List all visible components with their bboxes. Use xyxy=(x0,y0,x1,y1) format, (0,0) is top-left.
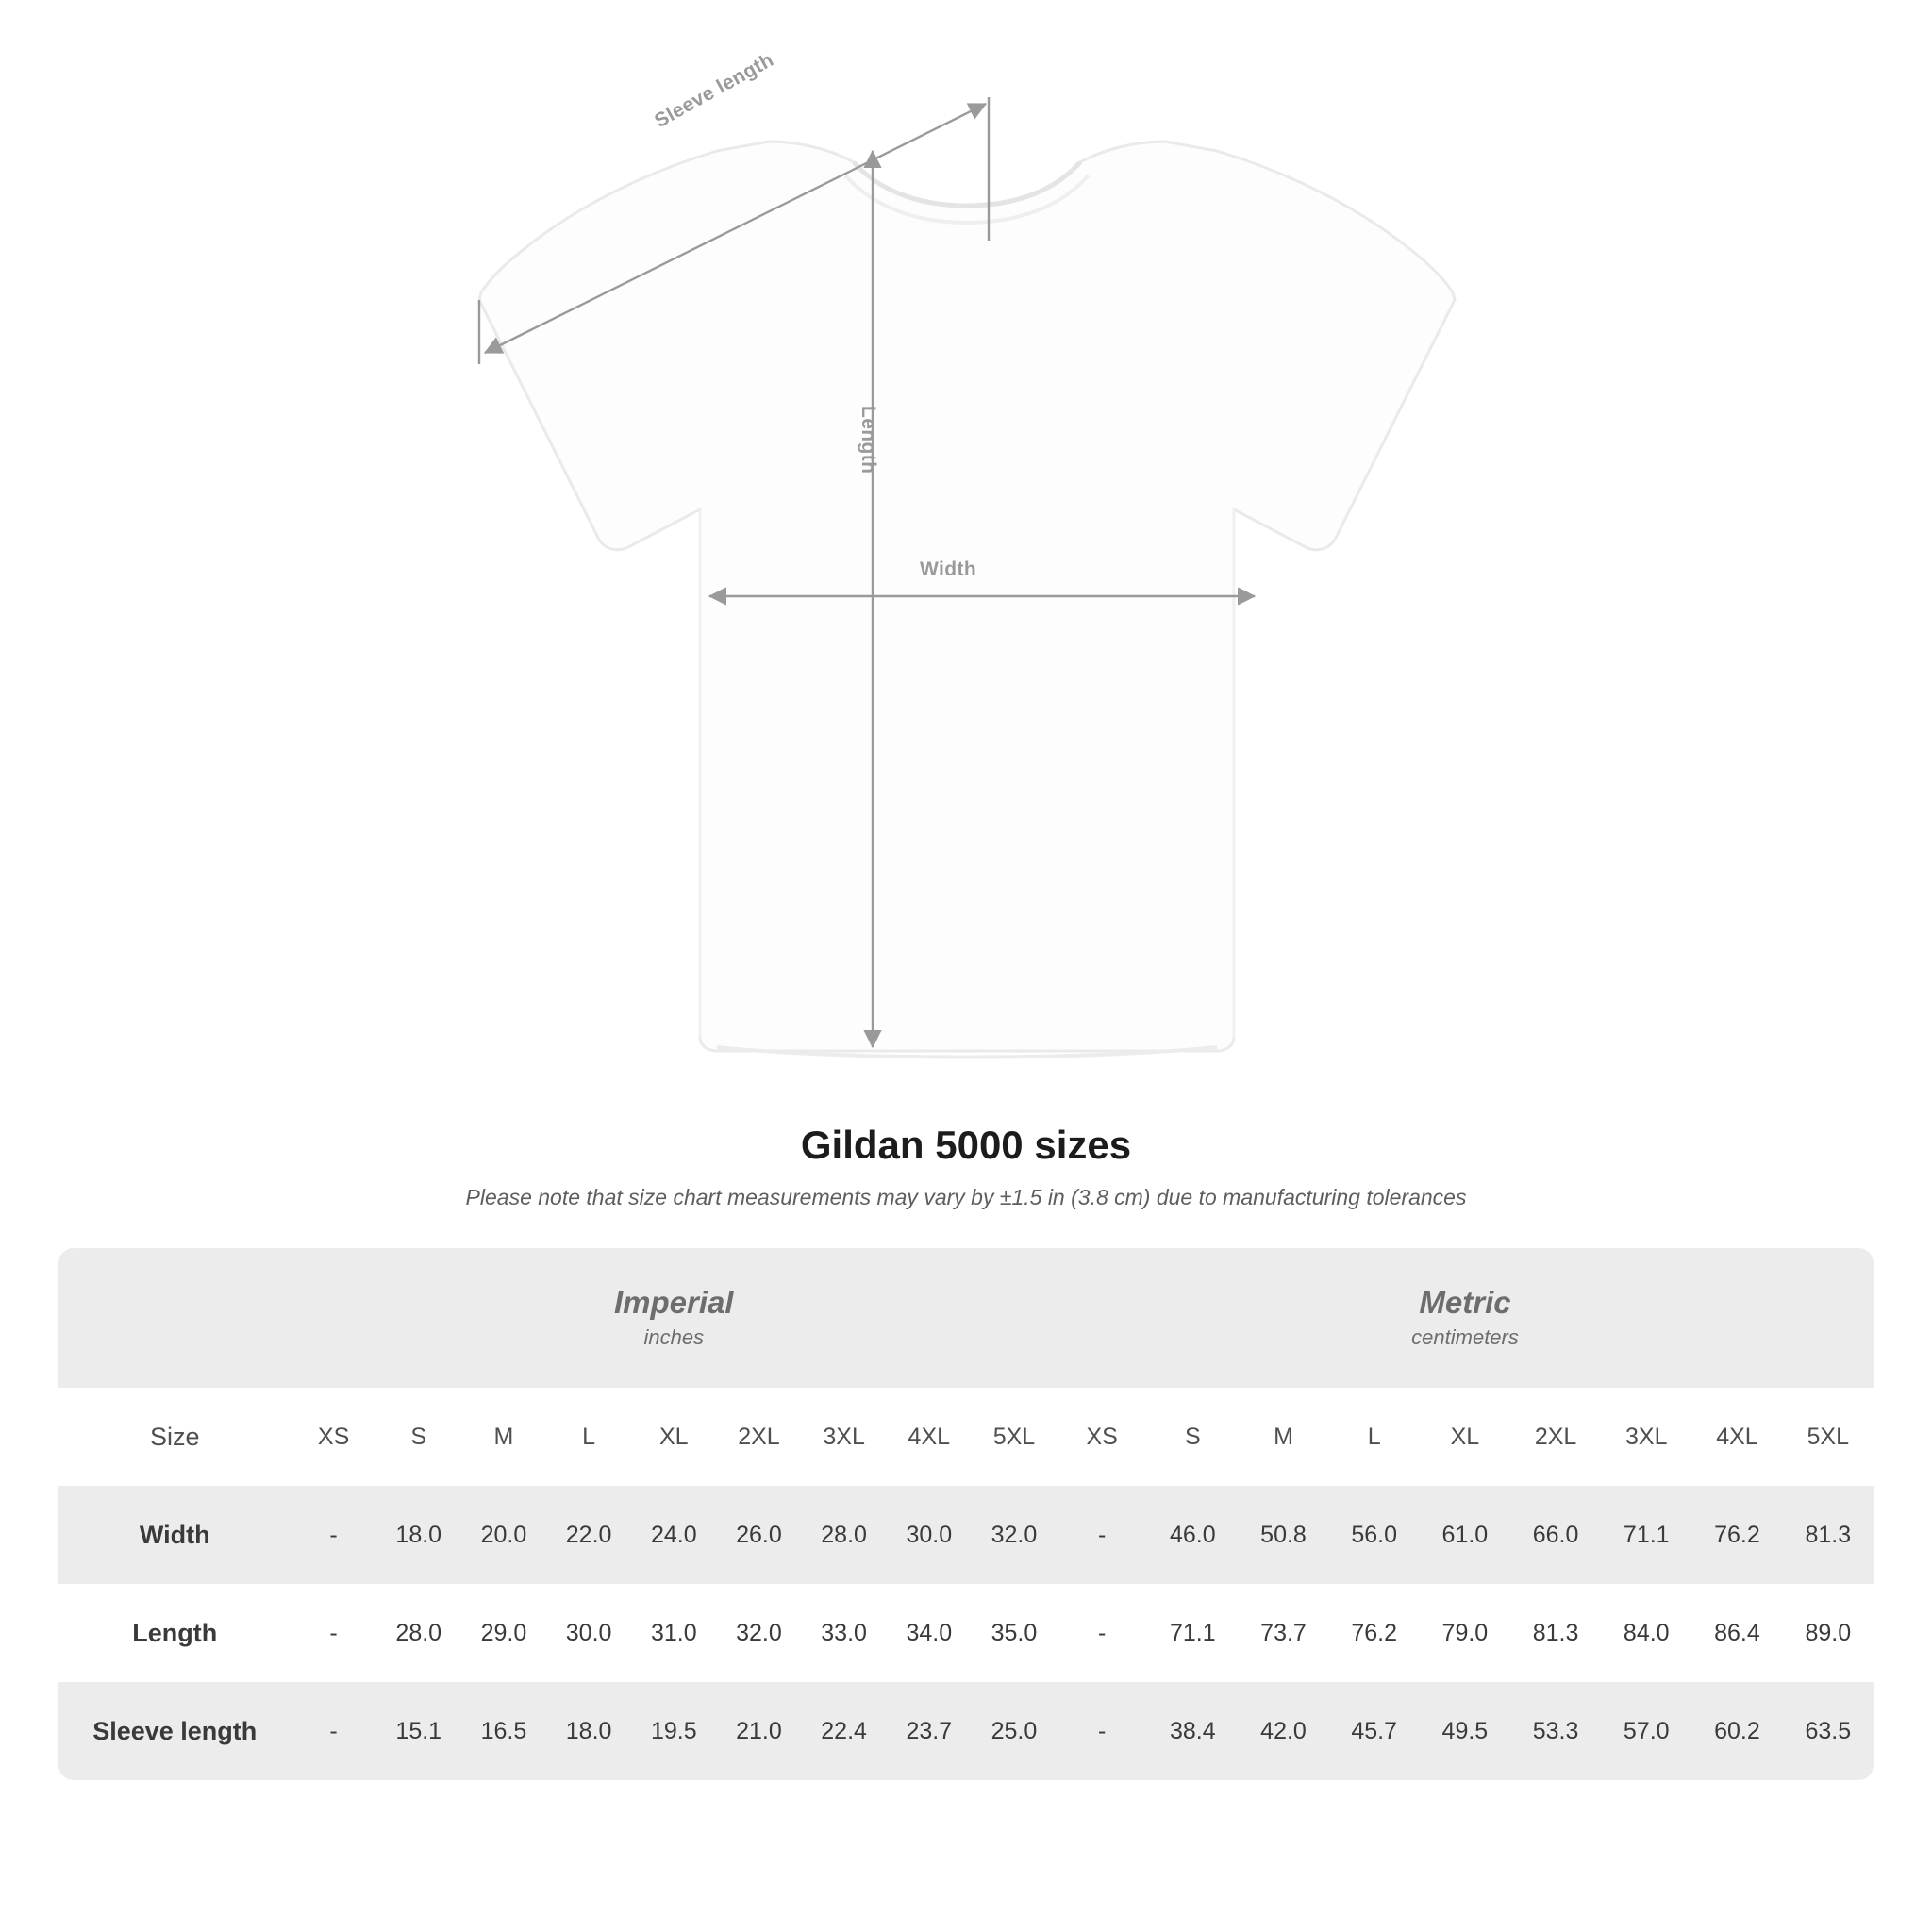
cell-length-metric-3xl: 84.0 xyxy=(1601,1584,1691,1682)
cell-sleeve-metric-xl: 49.5 xyxy=(1420,1682,1510,1780)
size-table-wrapper xyxy=(58,1248,1874,1780)
cell-sleeve-imperial-xs: - xyxy=(291,1682,376,1780)
cell-length-imperial-2xl: 32.0 xyxy=(716,1584,801,1682)
page-title: Gildan 5000 sizes xyxy=(800,1123,1132,1167)
cell-sleeve-metric-5xl: 63.5 xyxy=(1783,1682,1874,1780)
cell-length-imperial-l: 30.0 xyxy=(546,1584,631,1682)
row-label-length: Length xyxy=(58,1584,291,1682)
length-label: Length xyxy=(858,406,879,475)
size-header-imperial-2xl: 2XL xyxy=(716,1388,801,1486)
cell-width-imperial-4xl: 30.0 xyxy=(887,1486,972,1584)
cell-width-imperial-xl: 24.0 xyxy=(631,1486,716,1584)
cell-length-imperial-3xl: 33.0 xyxy=(802,1584,887,1682)
cell-width-metric-5xl: 81.3 xyxy=(1783,1486,1874,1584)
cell-sleeve-imperial-m: 16.5 xyxy=(461,1682,546,1780)
imperial-name: Imperial xyxy=(613,1284,734,1320)
size-header-imperial-5xl: 5XL xyxy=(972,1388,1057,1486)
cell-sleeve-metric-m: 42.0 xyxy=(1238,1682,1328,1780)
cell-sleeve-imperial-4xl: 23.7 xyxy=(887,1682,972,1780)
unit-header-row xyxy=(58,1248,1874,1388)
cell-length-imperial-m: 29.0 xyxy=(461,1584,546,1682)
cell-length-metric-5xl: 89.0 xyxy=(1783,1584,1874,1682)
cell-width-metric-l: 56.0 xyxy=(1329,1486,1420,1584)
size-header-imperial-xl: XL xyxy=(631,1388,716,1486)
unit-header-metric xyxy=(1057,1248,1874,1388)
cell-width-imperial-m: 20.0 xyxy=(461,1486,546,1584)
size-header-metric-2xl: 2XL xyxy=(1510,1388,1601,1486)
size-header-metric-3xl: 3XL xyxy=(1601,1388,1691,1486)
cell-length-metric-xs: - xyxy=(1057,1584,1147,1682)
tshirt-shape xyxy=(479,142,1455,1058)
cell-sleeve-imperial-l: 18.0 xyxy=(546,1682,631,1780)
size-header-imperial-4xl: 4XL xyxy=(887,1388,972,1486)
row-label-width: Width xyxy=(58,1486,291,1584)
cell-width-metric-s: 46.0 xyxy=(1147,1486,1238,1584)
cell-sleeve-metric-2xl: 53.3 xyxy=(1510,1682,1601,1780)
cell-length-imperial-5xl: 35.0 xyxy=(972,1584,1057,1682)
cell-width-metric-2xl: 66.0 xyxy=(1510,1486,1601,1584)
width-label: Width xyxy=(920,558,977,580)
size-table xyxy=(58,1248,1874,1780)
size-header-metric-5xl: 5XL xyxy=(1783,1388,1874,1486)
title-block xyxy=(0,1123,1932,1210)
imperial-sub: inches xyxy=(643,1325,705,1350)
row-label-sleeve-length: Sleeve length xyxy=(58,1682,291,1780)
cell-length-metric-4xl: 86.4 xyxy=(1691,1584,1782,1682)
cell-width-imperial-l: 22.0 xyxy=(546,1486,631,1584)
tolerance-note: Please note that size chart measurements may vary by ±1.5 in (3.8 cm) due to manufacturing tolerances xyxy=(465,1185,1467,1209)
cell-width-metric-3xl: 71.1 xyxy=(1601,1486,1691,1584)
metric-name: Metric xyxy=(1419,1284,1511,1320)
cell-sleeve-imperial-3xl: 22.4 xyxy=(802,1682,887,1780)
size-header-metric-xs: XS xyxy=(1057,1388,1147,1486)
cell-length-imperial-xs: - xyxy=(291,1584,376,1682)
cell-sleeve-metric-xs: - xyxy=(1057,1682,1147,1780)
cell-sleeve-imperial-5xl: 25.0 xyxy=(972,1682,1057,1780)
cell-length-metric-2xl: 81.3 xyxy=(1510,1584,1601,1682)
cell-sleeve-metric-s: 38.4 xyxy=(1147,1682,1238,1780)
cell-width-metric-4xl: 76.2 xyxy=(1691,1486,1782,1584)
cell-length-metric-m: 73.7 xyxy=(1238,1584,1328,1682)
cell-width-imperial-2xl: 26.0 xyxy=(716,1486,801,1584)
cell-width-imperial-3xl: 28.0 xyxy=(802,1486,887,1584)
table-row xyxy=(58,1486,1874,1584)
size-header-imperial-l: L xyxy=(546,1388,631,1486)
table-row xyxy=(58,1682,1874,1780)
size-header-row xyxy=(58,1388,1874,1486)
table-row xyxy=(58,1584,1874,1682)
cell-sleeve-metric-3xl: 57.0 xyxy=(1601,1682,1691,1780)
cell-length-imperial-4xl: 34.0 xyxy=(887,1584,972,1682)
cell-length-imperial-xl: 31.0 xyxy=(631,1584,716,1682)
cell-sleeve-metric-l: 45.7 xyxy=(1329,1682,1420,1780)
unit-header-spacer xyxy=(58,1248,291,1388)
cell-width-metric-m: 50.8 xyxy=(1238,1486,1328,1584)
cell-width-imperial-s: 18.0 xyxy=(376,1486,461,1584)
cell-width-metric-xl: 61.0 xyxy=(1420,1486,1510,1584)
size-header-imperial-xs: XS xyxy=(291,1388,376,1486)
size-header-imperial-s: S xyxy=(376,1388,461,1486)
size-header-imperial-m: M xyxy=(461,1388,546,1486)
size-header-metric-l: L xyxy=(1329,1388,1420,1486)
size-header-metric-s: S xyxy=(1147,1388,1238,1486)
cell-width-imperial-5xl: 32.0 xyxy=(972,1486,1057,1584)
cell-sleeve-imperial-xl: 19.5 xyxy=(631,1682,716,1780)
cell-width-imperial-xs: - xyxy=(291,1486,376,1584)
cell-sleeve-imperial-s: 15.1 xyxy=(376,1682,461,1780)
size-header-metric-4xl: 4XL xyxy=(1691,1388,1782,1486)
cell-sleeve-imperial-2xl: 21.0 xyxy=(716,1682,801,1780)
size-header-metric-xl: XL xyxy=(1420,1388,1510,1486)
cell-length-metric-l: 76.2 xyxy=(1329,1584,1420,1682)
size-header-metric-m: M xyxy=(1238,1388,1328,1486)
cell-length-imperial-s: 28.0 xyxy=(376,1584,461,1682)
sleeve-length-label: Sleeve length xyxy=(651,48,778,133)
size-header-imperial-3xl: 3XL xyxy=(802,1388,887,1486)
cell-length-metric-s: 71.1 xyxy=(1147,1584,1238,1682)
cell-length-metric-xl: 79.0 xyxy=(1420,1584,1510,1682)
metric-sub: centimeters xyxy=(1411,1325,1519,1350)
cell-sleeve-metric-4xl: 60.2 xyxy=(1691,1682,1782,1780)
cell-width-metric-xs: - xyxy=(1057,1486,1147,1584)
unit-header-imperial xyxy=(291,1248,1058,1388)
size-header-label: Size xyxy=(58,1388,291,1486)
